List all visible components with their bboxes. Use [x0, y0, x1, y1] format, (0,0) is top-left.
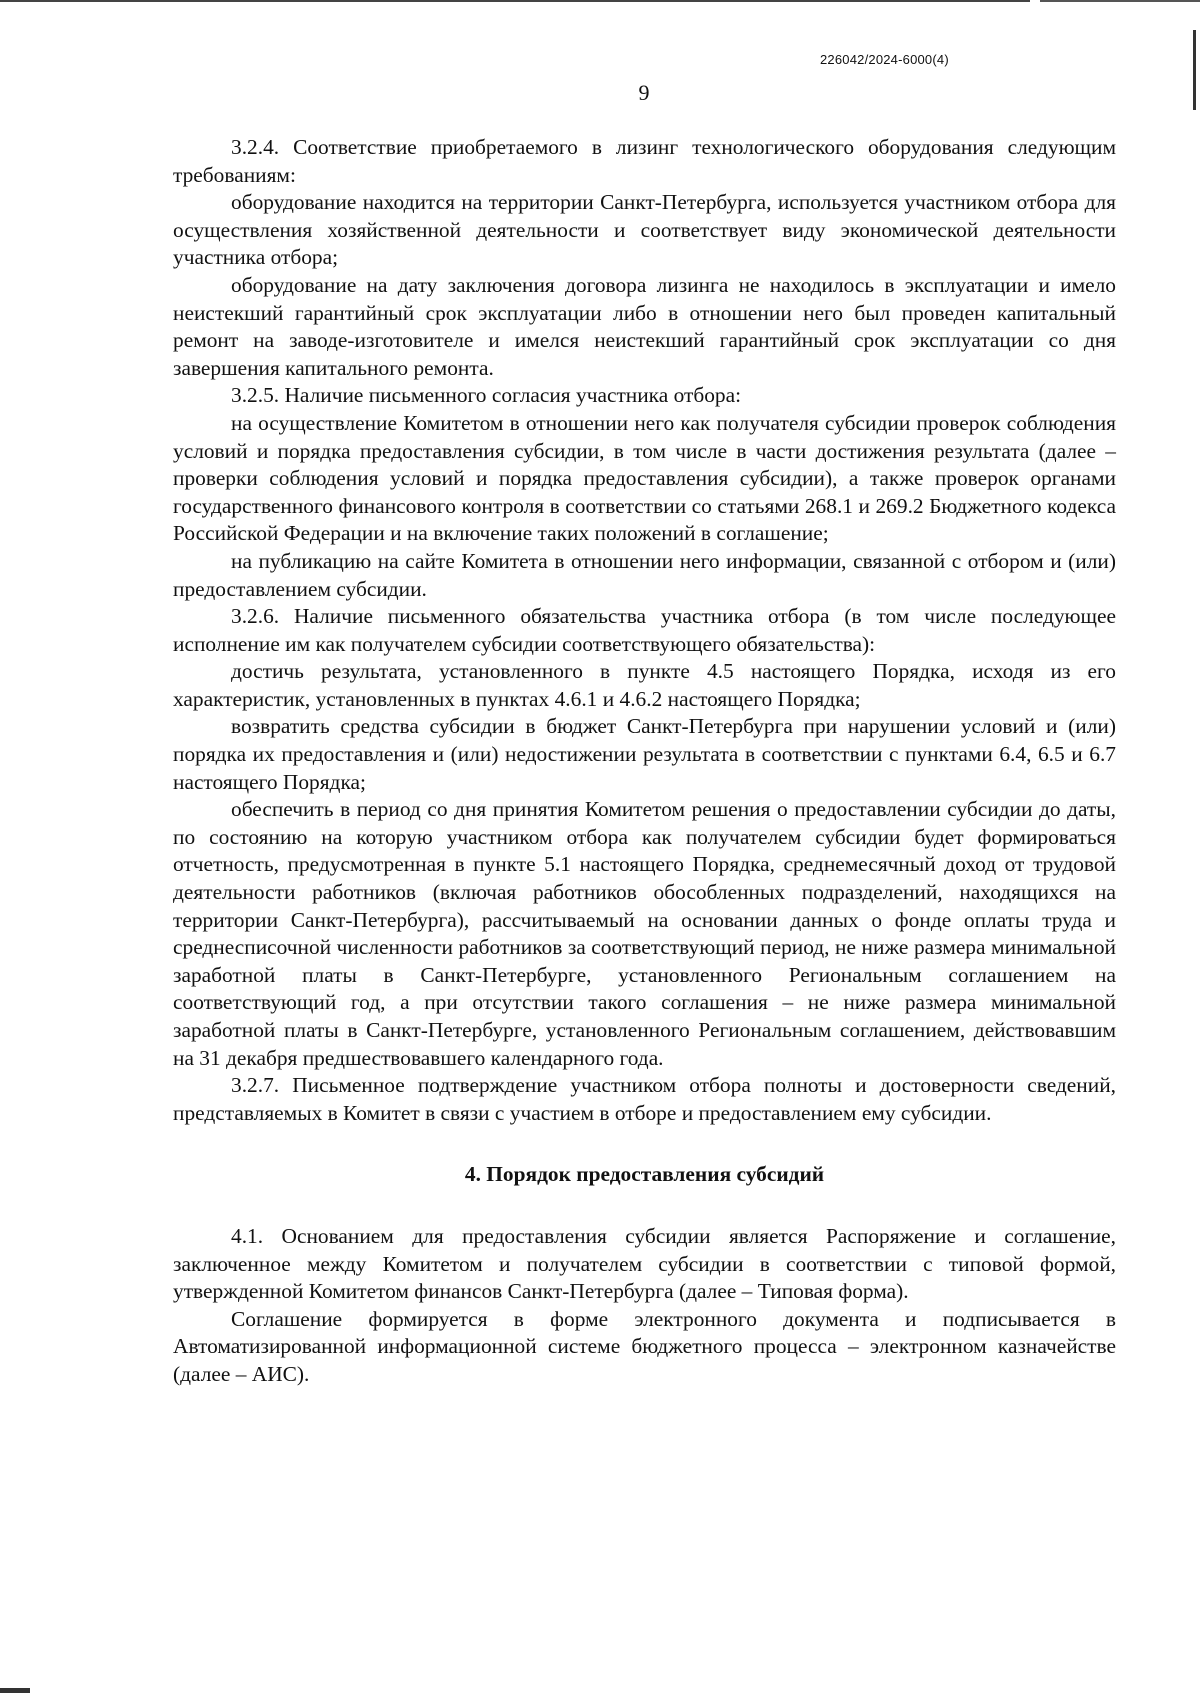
scan-border-top-right [1040, 0, 1200, 2]
paragraph-3-2-4: 3.2.4. Соответствие приобретаемого в лизинг технологического оборудования следующим требованиям: [173, 135, 1116, 187]
paragraph-equipment-location: оборудование находится на территории Санкт-Петербурга, используется участником отбора для осуществления хозяйственной деятельности и соответствует виду экономической деятельности участника отбора; [173, 190, 1116, 270]
scan-border-top [0, 0, 1030, 2]
page-number: 9 [638, 80, 650, 105]
document-body [173, 134, 1116, 1389]
paragraph-equipment-condition: оборудование на дату заключения договора лизинга не находилось в эксплуатации и имело неистекший гарантийный срок эксплуатации либо в отношении него был проведен капитальный ремонт на заводе-изготовителе и имелся неистекший гарантийный срок эксплуатации со дня завершения капитального ремонта. [173, 272, 1116, 380]
paragraph-4-1: 4.1. Основанием для предоставления субсидии является Распоряжение и соглашение, заключенное между Комитетом и получателем субсидии в соответствии с типовой формой, утвержденной Комитетом финансов Санкт-Петербурга (далее – Типовая форма). [173, 1223, 1116, 1304]
paragraph-achieve-result: достичь результата, установленного в пункте 4.5 настоящего Порядка, исходя из его характеристик, установленных в пунктах 4.6.1 и 4.6.2 настоящего Порядка; [173, 659, 1116, 711]
paragraph-ensure-income: обеспечить в период со дня принятия Комитетом решения о предоставлении субсидии до даты, по состоянию на которую участником отбора как получателем субсидии будет формироваться отчетность, предусмотренная в пункте 5.1 настоящего Порядка, среднемесячный доход от трудовой деятельности работников (включая работников обособленных подразделений, находящихся на территории Санкт-Петербурга), рассчитываемый на основании данных о фонде оплаты труда и среднесписочной численности работников за соответствующий период, не ниже размера минимальной заработной платы в Санкт-Петербурге, установленного Региональным соглашением на соответствующий год, а при отсутствии такого соглашения – не ниже размера минимальной заработной платы в Санкт-Петербурге, установленного Региональным соглашением, действовавшим на 31 декабря предшествовавшего календарного года. [173, 797, 1116, 1070]
paragraph-agreement-form: Соглашение формируется в форме электронного документа и подписывается в Автоматизированной информационной системе бюджетного процесса – электронном казначействе (далее – АИС). [173, 1306, 1116, 1386]
paragraph-consent-inspections: на осуществление Комитетом в отношении него как получателя субсидии проверок соблюдения условий и порядка предоставления субсидии, в том числе в части достижения результата (далее – проверки соблюдения условий и порядка предоставления субсидии), а также проверок органами государственного финансового контроля в соответствии со статьями 268.1 и 269.2 Бюджетного кодекса Российской Федерации и на включение таких положений в соглашение; [173, 410, 1116, 546]
paragraph-3-2-5: 3.2.5. Наличие письменного согласия участника отбора: [231, 383, 742, 408]
paragraph-3-2-6: 3.2.6. Наличие письменного обязательства участника отбора (в том числе последующее исполнение им как получателем субсидии соответствующего обязательства): [173, 604, 1116, 656]
section-4-heading: 4. Порядок предоставления субсидий [464, 1162, 825, 1187]
scan-corner-mark [0, 1688, 30, 1693]
paragraph-3-2-7: 3.2.7. Письменное подтверждение участником отбора полноты и достоверности сведений, представляемых в Комитет в связи с участием в отборе и предоставлением ему субсидии. [173, 1073, 1116, 1125]
document-number: 226042/2024-6000(4) [820, 52, 949, 67]
paragraph-return-funds: возвратить средства субсидии в бюджет Санкт-Петербурга при нарушении условий и (или) порядка их предоставления и (или) недостижении результата в соответствии с пунктами 6.4, 6.5 и 6.7 настоящего Порядка; [173, 714, 1116, 794]
paragraph-consent-publication: на публикацию на сайте Комитета в отношении него информации, связанной с отбором и (или) предоставлением субсидии. [173, 548, 1116, 601]
